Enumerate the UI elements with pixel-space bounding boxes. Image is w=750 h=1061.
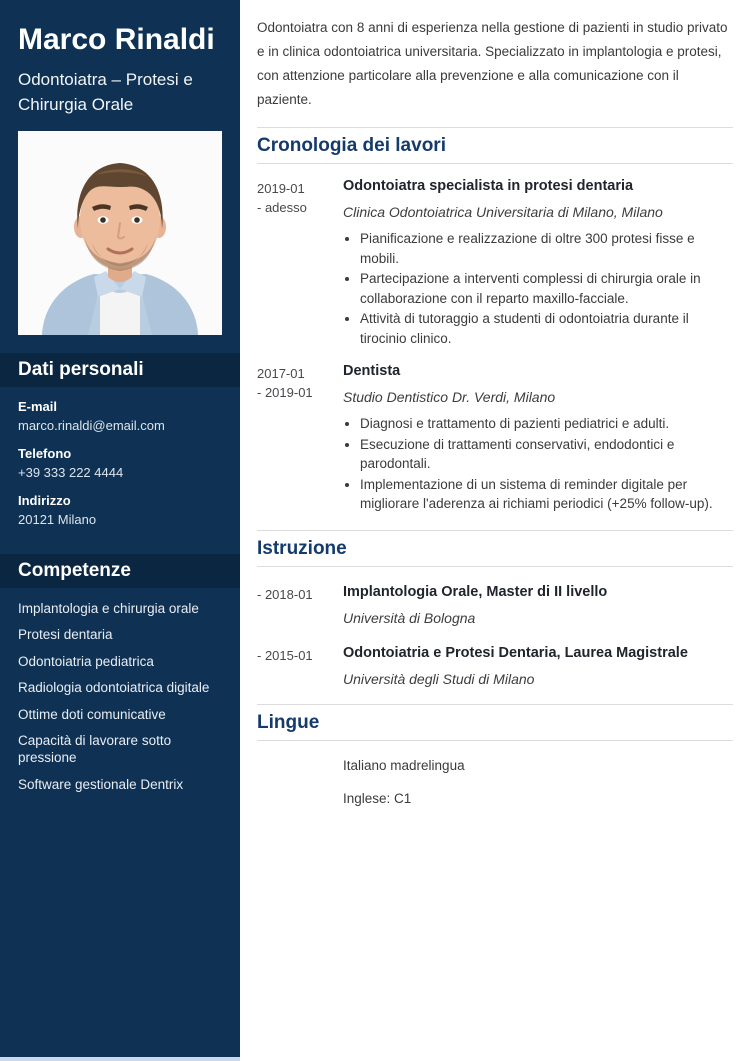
- entry-body: [343, 583, 733, 628]
- entry-title: Implantologia Orale, Master di II livello: [343, 583, 608, 600]
- entry-bullet-list: [343, 414, 733, 514]
- summary-text: Odontoiatra con 8 anni di esperienza nella gestione di pazienti in studio privato e in clinica odontoiatrica universitaria. Specializzato in implantologia e protesi, con attenzione particolare alla prevenzione e alla comunicazione con il paziente.: [257, 20, 728, 107]
- contact-value: 20121 Milano: [18, 512, 97, 527]
- contact-value: +39 333 222 4444: [18, 465, 124, 480]
- personal-section-heading: Dati personali: [0, 353, 240, 387]
- entry-date-start: 2017-01: [257, 366, 305, 381]
- education-section-heading: Istruzione: [257, 530, 733, 567]
- page-bottom-edge: [0, 1057, 240, 1061]
- entry-date-start: 2019-01: [257, 181, 305, 196]
- entry-bullet: • Esecuzione di trattamenti conservativi, endodontici e parodontali.: [360, 435, 733, 474]
- entry-date: [257, 362, 343, 515]
- entry-body: [343, 177, 733, 349]
- skill-list: [0, 588, 240, 793]
- languages-section-heading: Lingue: [257, 704, 733, 741]
- skills-section-heading: Competenze: [0, 554, 240, 588]
- contact-label: Indirizzo: [18, 493, 71, 508]
- language-item: Italiano madrelingua: [343, 757, 465, 773]
- contact-list: [0, 399, 240, 528]
- language-list: [343, 757, 733, 807]
- entry-date: - 2018-01: [257, 586, 313, 602]
- entry-organization: Studio Dentistico Dr. Verdi, Milano: [343, 389, 556, 405]
- entry-title: Dentista: [343, 363, 401, 379]
- skill-item: Ottime doti comunicative: [18, 706, 166, 722]
- entry-date: [257, 177, 343, 349]
- contact-item-phone: [18, 446, 222, 481]
- entry-organization: Università degli Studi di Milano: [343, 670, 535, 687]
- entry-title: Odontoiatra specialista in protesi dentaria: [343, 178, 634, 194]
- education-entry: [257, 644, 733, 689]
- entry-body: [343, 644, 733, 689]
- entry-organization: Clinica Odontoiatrica Universitaria di Milano, Milano: [343, 204, 663, 220]
- portrait-illustration: [18, 131, 222, 335]
- contact-item-email: [18, 399, 222, 434]
- contact-label: E-mail: [18, 399, 58, 414]
- skill-item: Implantologia e chirurgia orale: [18, 600, 199, 616]
- contact-item-address: [18, 493, 222, 528]
- entry-date-end: - 2019-01: [257, 385, 313, 400]
- language-item: Inglese: C1: [343, 790, 412, 806]
- work-entry: [257, 177, 733, 349]
- work-section-heading: Cronologia dei lavori: [257, 127, 733, 164]
- entry-date-end: - adesso: [257, 200, 307, 215]
- sidebar: [0, 0, 240, 1057]
- entry-bullet: • Attività di tutoraggio a studenti di odontoiatria durante il tirocinio clinico.: [360, 309, 733, 348]
- work-entry: [257, 362, 733, 515]
- entry-date: - 2015-01: [257, 647, 313, 663]
- entry-bullet: • Partecipazione a interventi complessi di chirurgia orale in collaborazione con il reparto maxillo-facciale.: [360, 269, 733, 308]
- contact-value: marco.rinaldi@email.com: [18, 418, 165, 433]
- skill-item: Odontoiatria pediatrica: [18, 653, 154, 669]
- main-content: [240, 0, 750, 807]
- skill-item: Protesi dentaria: [18, 627, 113, 642]
- skill-item: Software gestionale Dentrix: [18, 776, 184, 792]
- candidate-name: Marco Rinaldi: [18, 23, 215, 56]
- skill-item: Capacità di lavorare sotto pressione: [18, 733, 172, 765]
- profile-photo: [18, 131, 222, 335]
- entry-bullet: • Implementazione di un sistema di reminder digitale per migliorare l'aderenza ai richiami periodici (+25% follow-up).: [360, 475, 733, 514]
- entry-title: Odontoiatria e Protesi Dentaria, Laurea Magistrale: [343, 644, 688, 661]
- contact-label: Telefono: [18, 446, 72, 461]
- candidate-title: Odontoiatra – Protesi e Chirurgia Orale: [18, 70, 193, 114]
- entry-bullet: • Diagnosi e trattamento di pazienti pediatrici e adulti.: [360, 414, 733, 434]
- entry-organization: Università di Bologna: [343, 609, 476, 626]
- entry-body: [343, 362, 733, 515]
- entry-bullet-list: [343, 229, 733, 348]
- entry-bullet: • Pianificazione e realizzazione di oltre 300 protesi fisse e mobili.: [360, 229, 733, 268]
- education-entry: [257, 583, 733, 628]
- skill-item: Radiologia odontoiatrica digitale: [18, 680, 210, 695]
